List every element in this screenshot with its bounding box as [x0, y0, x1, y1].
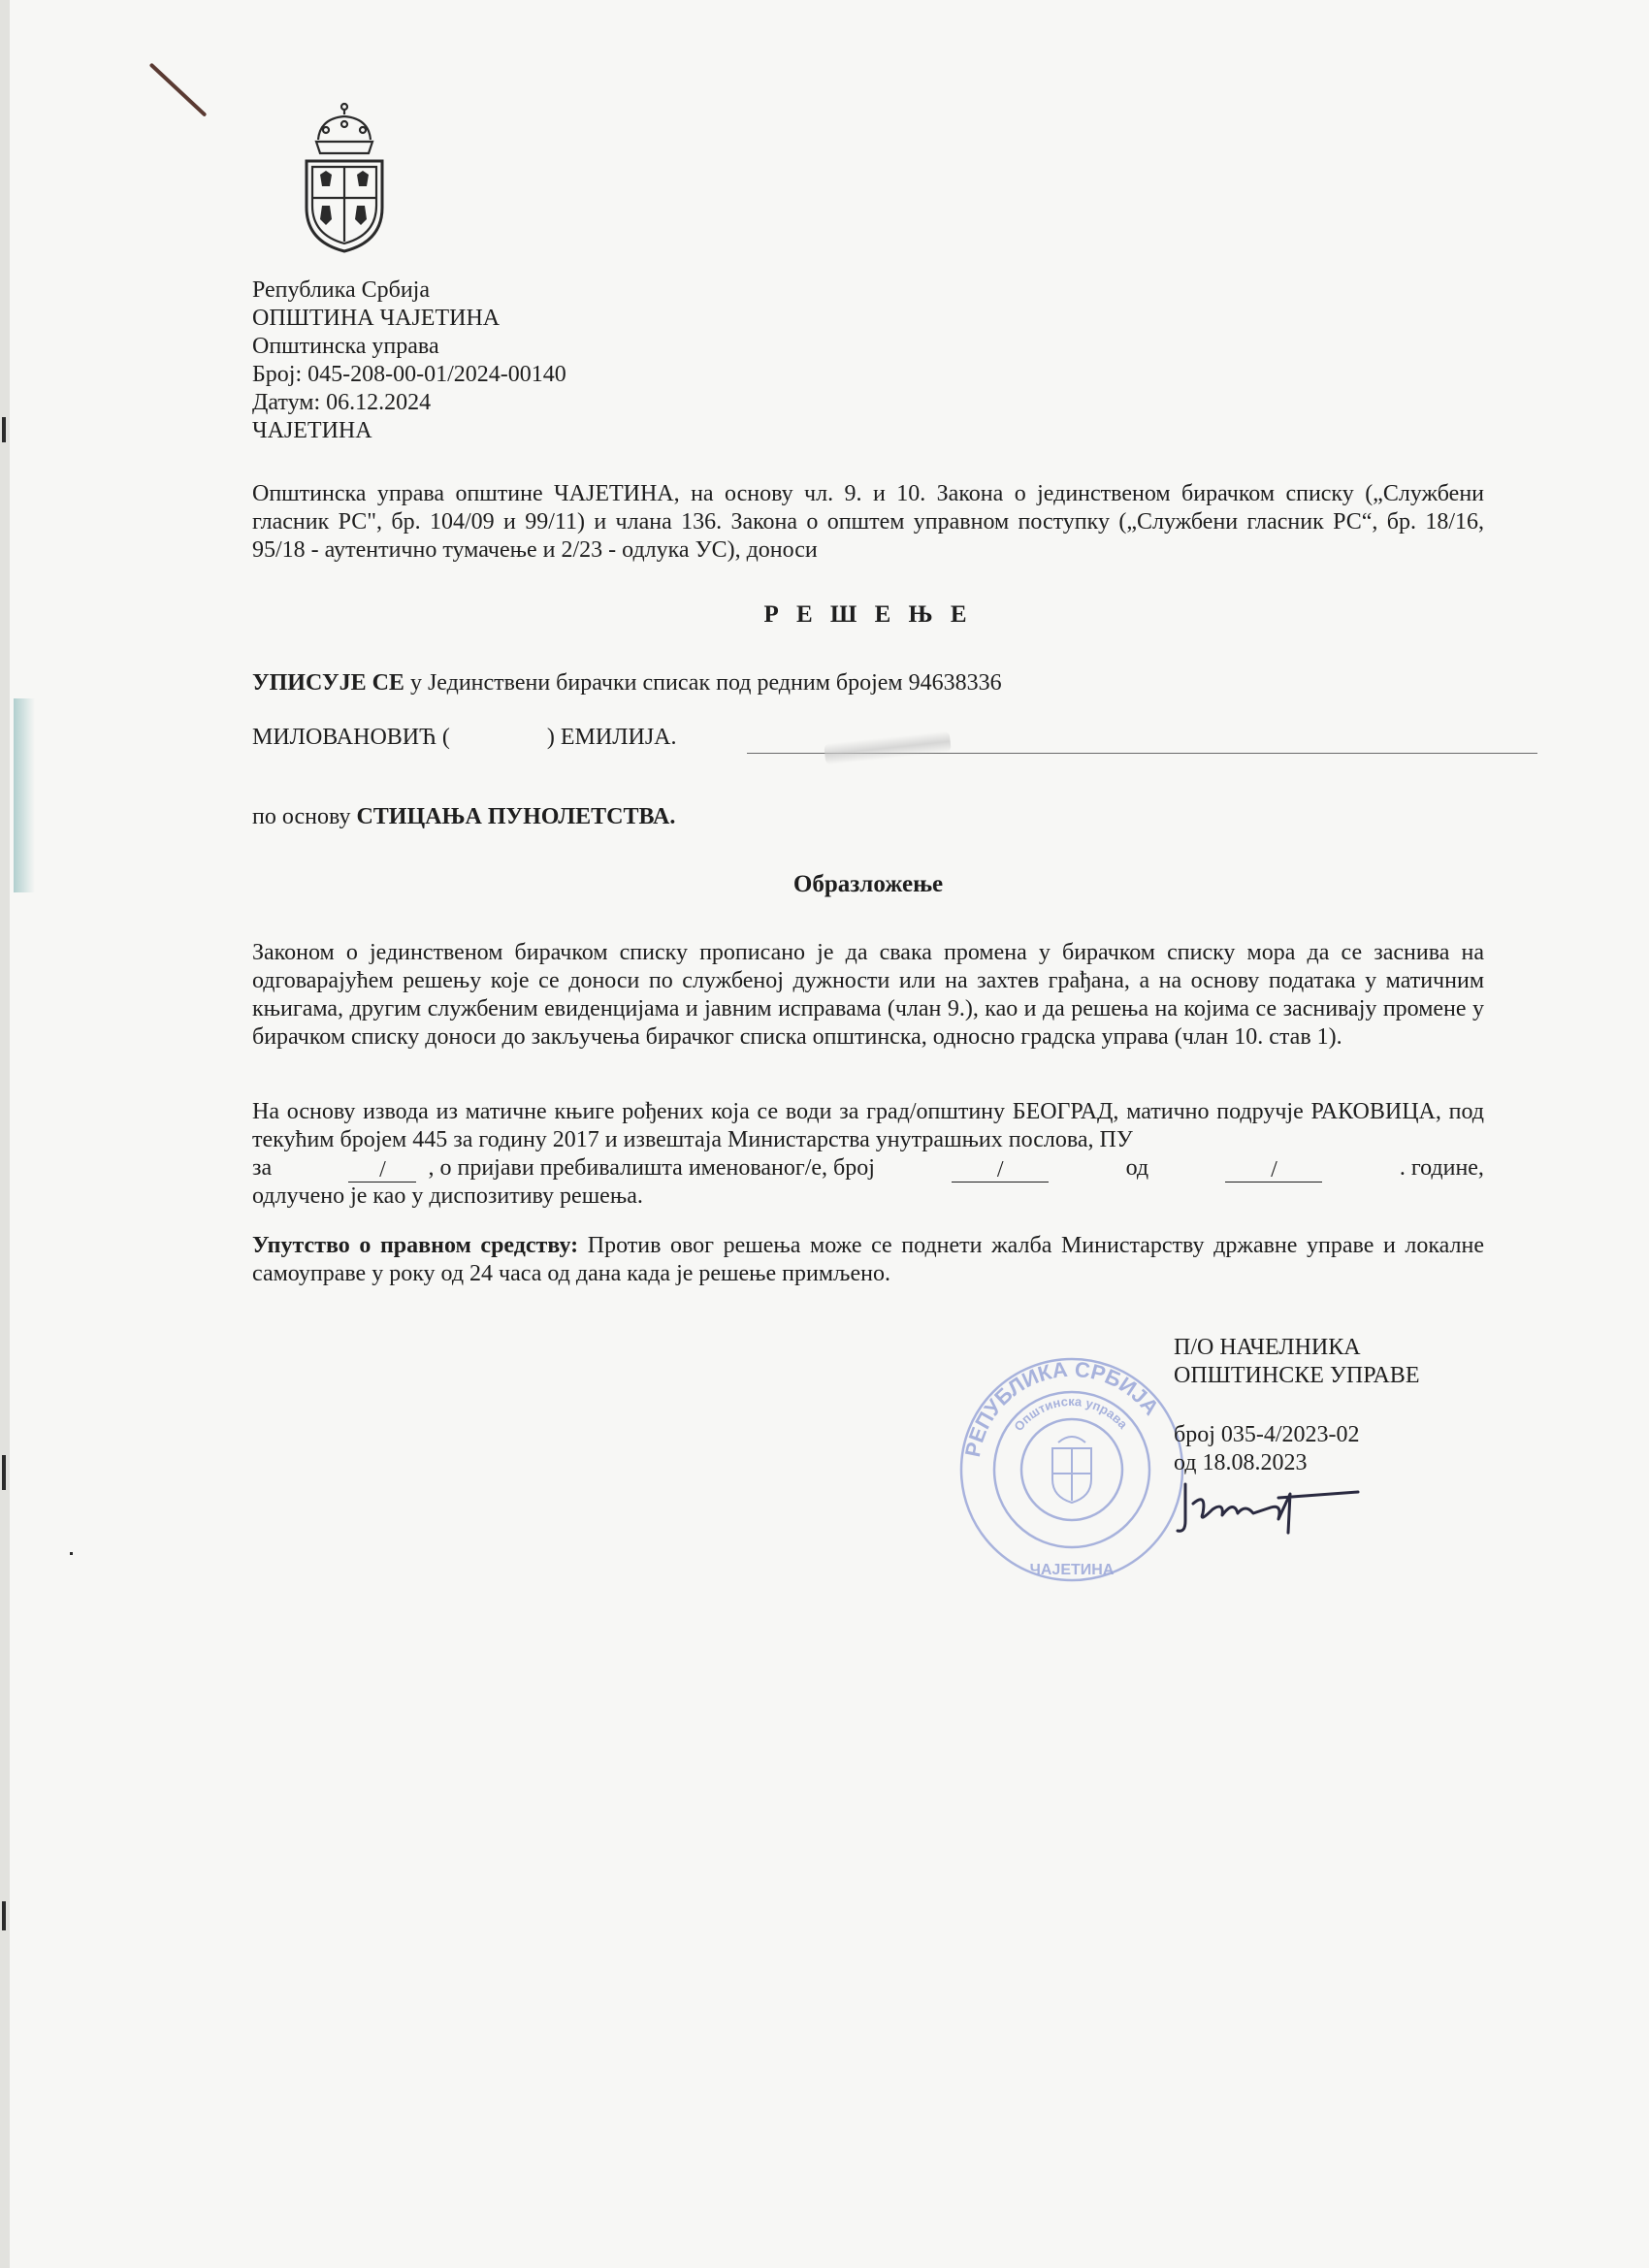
paragraph-1-text: Законом о јединственом бирачком списку прописано је да свака промена у бирачком списку мора да се заснива на одговарајућем решењу које се доноси по службеној дужности или на захтев грађана, а на основу података у матичним књигама, другим службеним евиденцијама и јавним исправама (члан 9.), као и да решења на којима се заснивају промене у бирачком списку доноси до закључења бирачког списка општинска, односно градска управа (члан 10. став 1).: [252, 940, 1484, 1050]
person-surname: МИЛОВАНОВИЋ (: [252, 725, 450, 750]
legal-remedy-text: Против овог решења може се поднети жалба Министарству државне управе и локалне самоуправе у року од 24 часа од дана када је решење примљено.: [252, 1233, 1484, 1286]
header-administration: Општинска управа: [252, 334, 439, 359]
header-municipality: ОПШТИНА ЧАЈЕТИНА: [252, 306, 501, 331]
stamp-outer-text: РЕПУБЛИКА СРБИЈА: [959, 1356, 1164, 1459]
paragraph-2-end: одлучено је као у диспозитиву решења.: [252, 1183, 643, 1209]
authorization-number: број 035-4/2023-02: [1174, 1422, 1360, 1447]
reasoning-paragraph-1: [252, 939, 1484, 1052]
label-za: за: [252, 1155, 273, 1181]
label-prijava: , о пријави пребивалишта именованог/е, број: [428, 1155, 875, 1181]
blank-broj: /: [952, 1158, 1049, 1183]
signature-block: [1174, 1334, 1419, 1477]
authorization-date: од 18.08.2023: [1174, 1450, 1308, 1475]
person-name: [252, 725, 677, 751]
official-stamp-icon: [955, 1353, 1188, 1586]
preamble: [252, 480, 1484, 565]
scan-mark: [2, 1901, 6, 1930]
scan-smudge: [14, 698, 35, 892]
pen-stroke: [149, 63, 208, 117]
header-country: Република Србија: [252, 277, 430, 303]
document-title: Р Е Ш Е Њ Е: [763, 601, 973, 628]
paragraph-2-fill-line: [252, 1154, 1484, 1183]
paragraph-2-text: На основу извода из матичне књиге рођених која се води за град/општину БЕОГРАД, матично подручје РАКОВИЦА, под текућим бројем 445 за годину 2017 и извештаја Министарства унутрашњих послова, ПУ: [252, 1099, 1484, 1152]
basis-prefix: по основу: [252, 804, 357, 829]
basis-reason: СТИЦАЊА ПУНОЛЕТСТВА.: [356, 804, 676, 829]
handwritten-signature: [1174, 1474, 1368, 1542]
legal-remedy: [252, 1232, 1484, 1288]
preamble-text: Општинска управа општине ЧАЈЕТИНА, на основу чл. 9. и 10. Закона о јединственом бирачком списку („Службени гласник РС", бр. 104/09 и 99/11) и члана 136. Закона о општем управном поступку („Службени гласник РС“, бр. 18/16, 95/18 - аутентично тумачење и 2/23 - одлука УС), доноси: [252, 481, 1484, 563]
person-given-name: ) ЕМИЛИЈА.: [546, 725, 677, 750]
header-place: ЧАЈЕТИНА: [252, 418, 372, 443]
scan-mark: [70, 1552, 73, 1555]
reasoning-title: Образложење: [792, 871, 944, 897]
blank-date: /: [1225, 1158, 1322, 1183]
redaction-smear: [824, 730, 952, 764]
stamp-inner-text: Општинска управа: [1011, 1393, 1131, 1435]
header-date: Датум: 06.12.2024: [252, 390, 432, 415]
blank-pu: /: [348, 1158, 416, 1183]
svg-text:Општинска управа: [1011, 1394, 1131, 1434]
signature-title-1: П/О НАЧЕЛНИКА: [1174, 1335, 1361, 1360]
signature-title-2: ОПШТИНСКЕ УПРАВЕ: [1174, 1363, 1420, 1388]
label-od: од: [1125, 1155, 1149, 1181]
header-number: Број: 045-208-00-01/2024-00140: [252, 362, 566, 387]
disposition-text: у Јединствени бирачки списак под редним бројем 94638336: [404, 670, 1002, 696]
basis: [252, 803, 675, 831]
legal-remedy-label: Упутство о правном средству:: [252, 1233, 579, 1258]
redacted-field: [450, 726, 547, 747]
scan-mark: [2, 417, 6, 442]
disposition-verb: УПИСУЈЕ СЕ: [252, 670, 404, 696]
document-header: [252, 276, 566, 445]
coat-of-arms-icon: [301, 101, 388, 254]
label-godine: . године,: [1399, 1155, 1484, 1181]
scan-mark: [2, 1455, 6, 1490]
stamp-bottom-text: ЧАЈЕТИНА: [1029, 1562, 1115, 1578]
reasoning-paragraph-2: [252, 1098, 1484, 1211]
disposition: [252, 669, 1002, 697]
